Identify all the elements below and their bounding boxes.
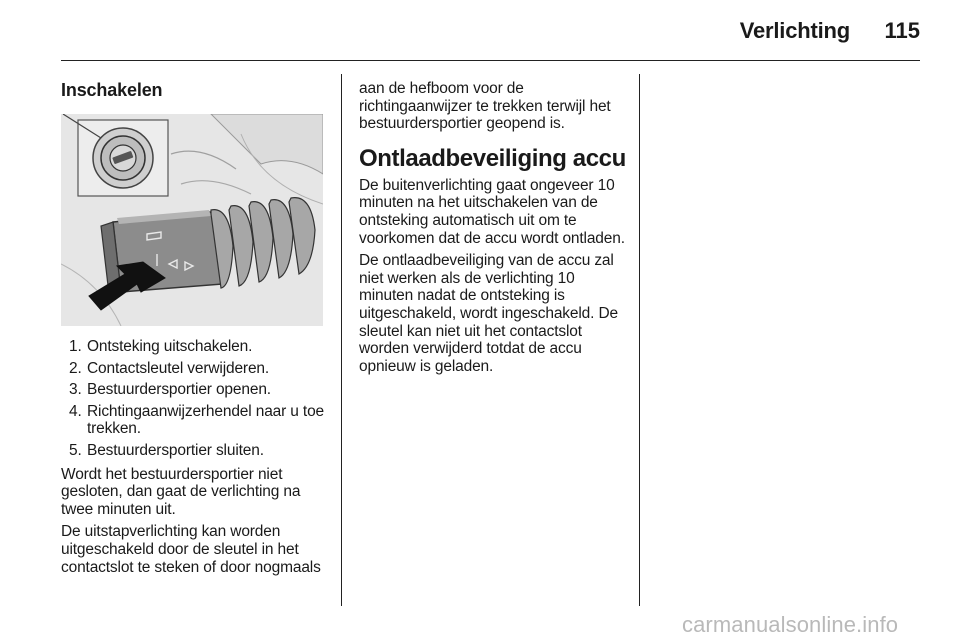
paragraph-exit-lighting-off: De uitstapverlichting kan worden uitgeschakeld door de sleutel in het contactslot te steken of door nogmaals — [61, 523, 321, 576]
list-item: 3. Bestuurdersportier openen. — [69, 381, 271, 399]
middle-column — [359, 80, 631, 380]
page-number: 115 — [884, 18, 920, 43]
watermark-text: carmanualsonline.info — [682, 612, 899, 637]
paragraph-door-not-closed: Wordt het bestuurdersportier niet gesloten, dan gaat de verlichting na twee minuten uit. — [61, 465, 301, 518]
list-item: 5. Bestuurdersportier sluiten. — [69, 441, 264, 459]
section-heading-battery-protection: Ontlaadbeveiliging accu — [359, 144, 626, 172]
ignition-lever-drawing — [61, 114, 323, 326]
list-item: 1. Ontsteking uitschakelen. — [69, 338, 253, 355]
list-item: 2. Contactsleutel verwijderen. — [69, 359, 270, 377]
section-heading-inschakelen: Inschakelen — [61, 80, 163, 100]
list-item: 4. Richtingaanwijzerhendel naar u toe trekken. — [69, 402, 325, 438]
header-divider — [61, 60, 920, 61]
left-column — [61, 80, 333, 581]
steps-list — [61, 338, 333, 460]
paragraph-exterior-lights-off: De buitenverlichting gaat ongeveer 10 minuten na het uitschakelen van de ontsteking automatisch uit om te voorkomen dat de accu wordt ontladen. — [359, 176, 625, 247]
page-header-title: Verlichting — [739, 18, 850, 43]
illustration-ignition-lever — [61, 114, 323, 326]
column-divider-left — [341, 74, 342, 606]
paragraph-protection-inactive: De ontlaadbeveiliging van de accu zal niet werken als de verlichting 10 minuten nadat de ontsteking is uitgeschakeld, wordt ingeschakeld. De sleutel kan niet uit het contactslot worden verwijderd totdat de accu opnieuw is geladen. — [359, 252, 618, 375]
paragraph-continued: aan de hefboom voor de richtingaanwijzer te trekken terwijl het bestuurdersportier geopend is. — [359, 80, 611, 133]
column-divider-right — [639, 74, 640, 606]
